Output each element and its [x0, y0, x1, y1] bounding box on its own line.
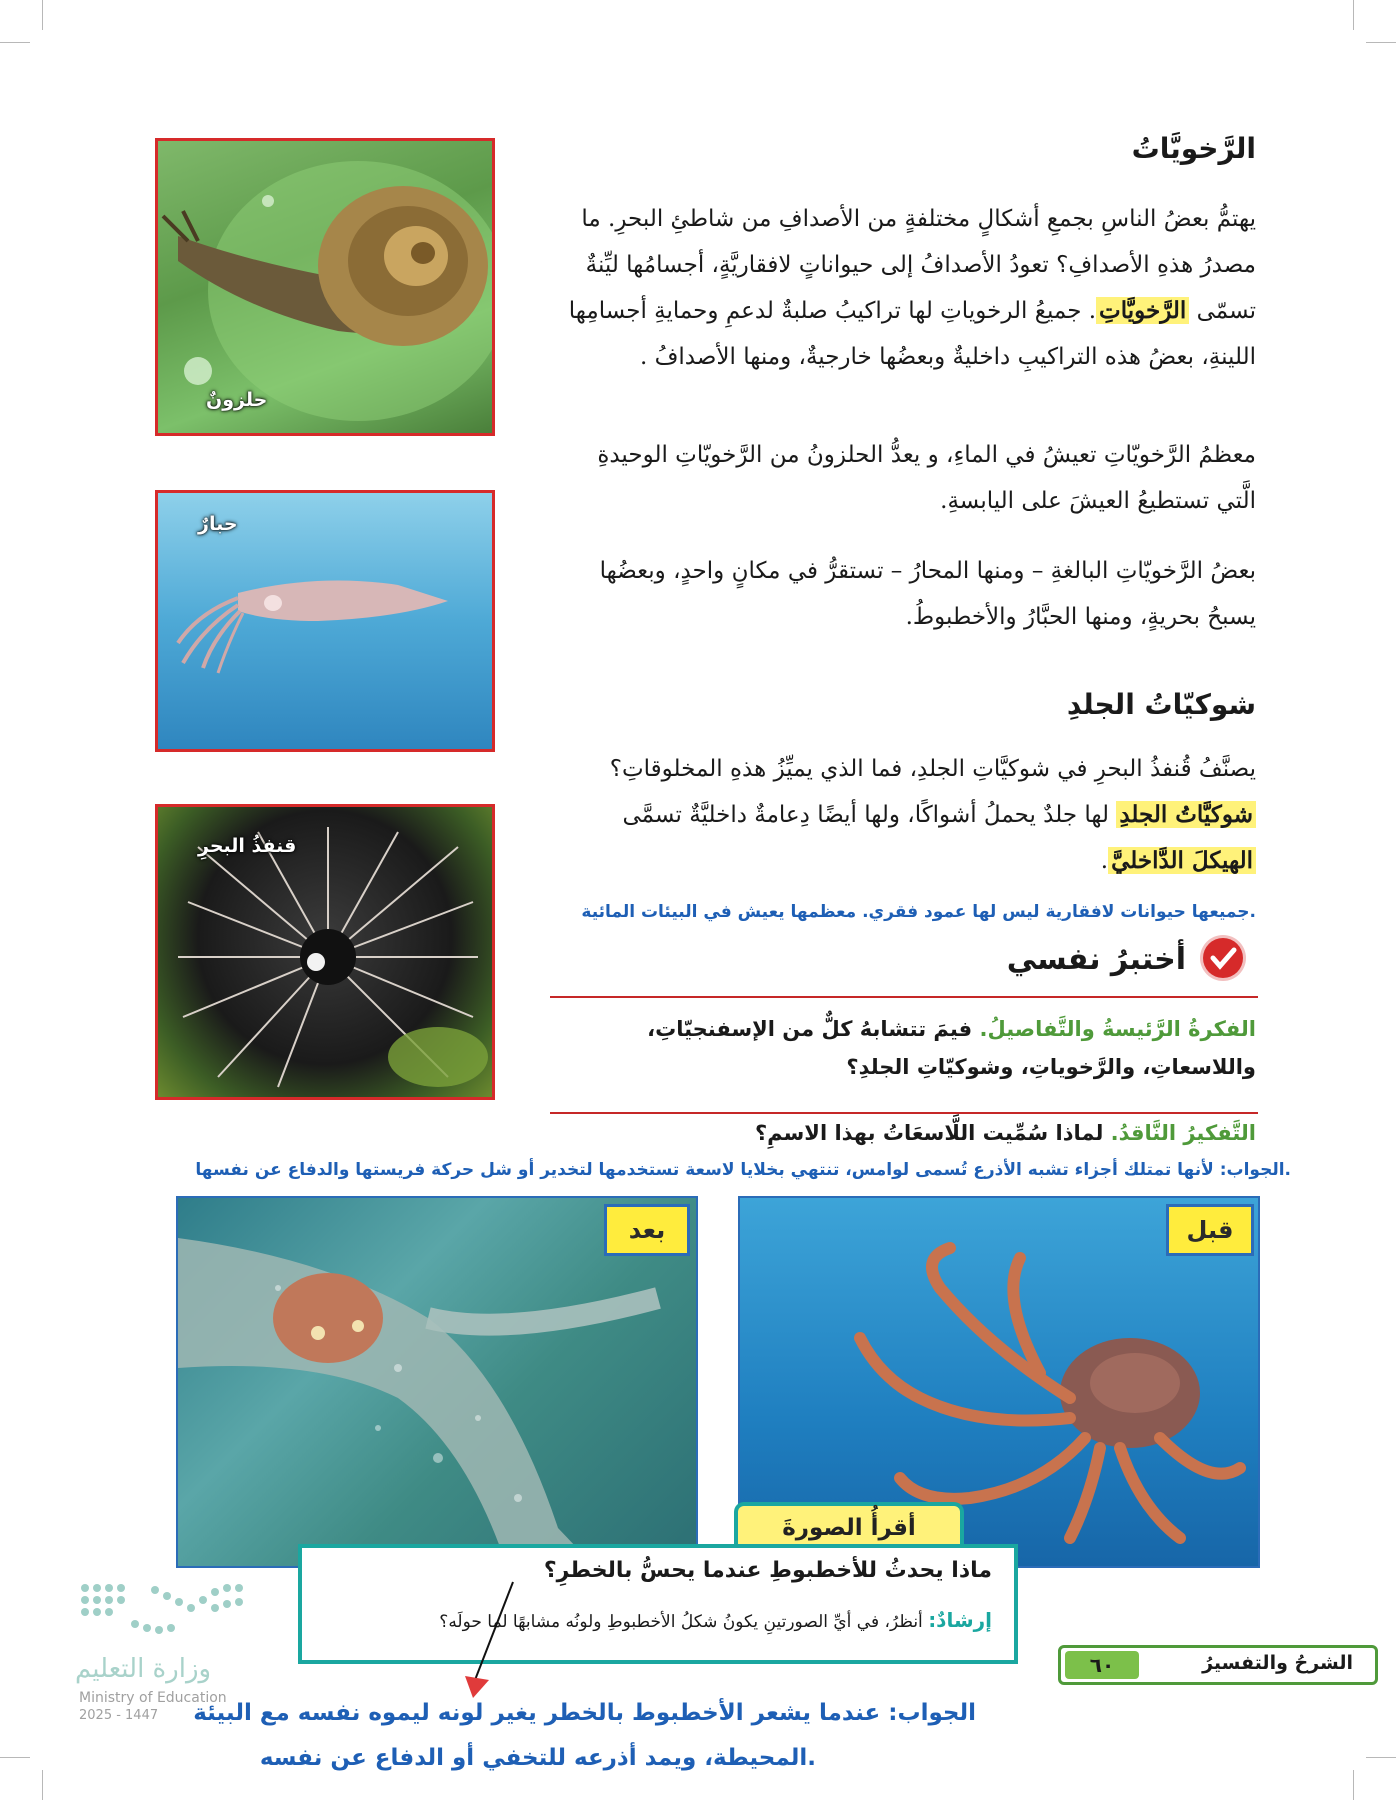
page-number: ٦٠ [1065, 1651, 1139, 1679]
crop-mark [42, 0, 43, 30]
text-line [516, 288, 1256, 334]
ministry-name-en: Ministry of Education [79, 1690, 227, 1706]
answer-octopus-line-2: .المحيطة، ويمد أذرعه للتخفي أو الدفاع عن نفسه [259, 1745, 816, 1771]
read-picture-tab: أقرأُ الصورةَ [734, 1502, 964, 1550]
check-icon [1203, 938, 1243, 978]
text-fragment: تسمّى [1196, 298, 1256, 324]
text-line: مصدرُ هذهِ الأصدافِ؟ تعودُ الأصدافُ إلى حيواناتٍ لافقاريَّةٍ، أجسامُها ليِّنةٌ [585, 252, 1256, 278]
divider-line [550, 1112, 1258, 1114]
hint-text: أنظرُ، في أيِّ الصورتينِ يكونُ شكلُ الأخطبوطِ ولونُه مشابهًا لما حولَه؟ [439, 1612, 923, 1632]
read-picture-hint [302, 1608, 992, 1632]
question-label: التَّفكيرُ النَّاقدُ. [1110, 1121, 1256, 1145]
ministry-name-ar: وزارة التعليم [75, 1654, 212, 1684]
after-label: بعد [604, 1204, 690, 1256]
squid-photo [155, 490, 495, 752]
squid-caption: حبارٌ [198, 513, 238, 535]
key-term-mollusks: الرَّخويَّاتِ [1096, 297, 1189, 324]
ministry-dots-icon [75, 1578, 255, 1648]
snail-caption: حلزونٌ [206, 389, 268, 411]
octopus-after-photo [176, 1196, 698, 1568]
before-label: قبل [1166, 1204, 1254, 1256]
hint-label: إرشادٌ: [928, 1608, 992, 1632]
annotation-arrow [455, 1580, 525, 1700]
mollusks-paragraph-3 [516, 548, 1256, 640]
self-test-title: أختبرُ نفسي [1006, 942, 1186, 977]
key-term-echinoderms: شوكيَّاتُ الجلدِ [1116, 801, 1256, 828]
section-title-mollusks: الرَّخويَّاتُ [1131, 132, 1256, 165]
answer-invertebrates: .جميعها حيوانات لافقارية ليس لها عمود فقري. معظمها يعيش في البيئات المائية [581, 902, 1256, 922]
read-picture-question: ماذا يحدثُ للأخطبوطِ عندما يحسُّ بالخطرِ؟ [543, 1558, 992, 1583]
mollusks-paragraph-1 [516, 196, 1256, 380]
sea-urchin-photo [155, 804, 495, 1100]
crop-mark [42, 1770, 43, 1800]
text-fragment: . جميعُ الرخوياتِ لها تراكيبُ صلبةٌ لدعمِ وحمايةِ أجسامِها [568, 298, 1097, 324]
text-fragment: لها جلدٌ يحملُ أشواكًا، ولها أيضًا دِعامةٌ داخليَّةٌ تسمَّى [622, 802, 1110, 828]
text-line [496, 1010, 1256, 1048]
read-picture-box [298, 1544, 1018, 1664]
text-line: الَّتي تستطيعُ العيشَ على اليابسةِ. [940, 488, 1256, 514]
crop-mark [1353, 0, 1354, 30]
section-title-echinoderms: شوكيّاتُ الجلدِ [1066, 688, 1256, 721]
page-footer-tab [1058, 1645, 1378, 1685]
divider-line [550, 996, 1258, 998]
text-line: بعضُ الرَّخويّاتِ البالغةِ – ومنها المحارُ – تستقرُّ في مكانٍ واحدٍ، وبعضُها [599, 558, 1256, 584]
key-term-endoskeleton: الهيكلَ الدَّاخليَّ [1108, 847, 1256, 874]
section-name: الشرحُ والتفسيرُ [1202, 1652, 1353, 1674]
crop-mark [1366, 42, 1396, 43]
crop-mark [1366, 1757, 1396, 1758]
text-line [516, 838, 1256, 884]
crop-mark [0, 1757, 30, 1758]
ministry-year: 2025 - 1447 [79, 1708, 159, 1723]
text-line: يسبحُ بحريةٍ، ومنها الحبَّارُ والأخطبوطُ. [905, 604, 1256, 630]
text-line: معظمُ الرَّخويّاتِ تعيشُ في الماءِ، و يعدُّ الحلزونُ من الرَّخويّاتِ الوحيدةِ [597, 442, 1256, 468]
text-line: واللاسعاتِ، والرَّخوياتِ، وشوكيّاتِ الجلدِ؟ [846, 1055, 1256, 1079]
mollusks-paragraph-2 [516, 432, 1256, 524]
question-critical-thinking [496, 1118, 1256, 1148]
text-line: يهتمُّ بعضُ الناسِ بجمعِ أشكالٍ مختلفةٍ من الأصدافِ من شاطئِ البحرِ. ما [581, 206, 1256, 232]
crop-mark [1353, 1770, 1354, 1800]
text-line: اللينةِ، بعضُ هذه التراكيبِ داخليةٌ وبعضُها خارجيةٌ، ومنها الأصدافُ . [639, 344, 1256, 370]
question-main-idea [496, 1010, 1256, 1086]
crop-mark [0, 42, 30, 43]
sea-urchin-caption: قنفذُ البحرِ [198, 835, 297, 857]
text-fragment: . [1100, 848, 1109, 874]
question-label: الفكرةُ الرَّئيسةُ والتَّفاصيلُ. [979, 1017, 1256, 1041]
text-line: يصنَّفُ قُنفذُ البحرِ في شوكيَّاتِ الجلدِ، فما الذي يميِّزُ هذهِ المخلوقاتِ؟ [609, 756, 1256, 782]
echinoderms-paragraph [516, 746, 1256, 884]
question-text: لماذا سُمِّيت اللَّاسعَاتُ بهذا الاسمِ؟ [755, 1121, 1104, 1145]
answer-octopus-line-1: الجواب: عندما يشعر الأخطبوط بالخطر يغير لونه ليموه نفسه مع البيئة [193, 1700, 976, 1726]
answer-cnidarians: .الجواب: لأنها تمتلك أجزاء تشبه الأذرع تُسمى لوامس، تنتهي بخلايا لاسعة تستخدمها لتخدير أو شل حركة فريستها والدفاع عن نفسها [195, 1160, 1291, 1180]
question-text: فيمَ تتشابهُ كلٌّ من الإسفنجيّاتِ، [647, 1017, 973, 1041]
snail-photo [155, 138, 495, 436]
text-line [516, 792, 1256, 838]
